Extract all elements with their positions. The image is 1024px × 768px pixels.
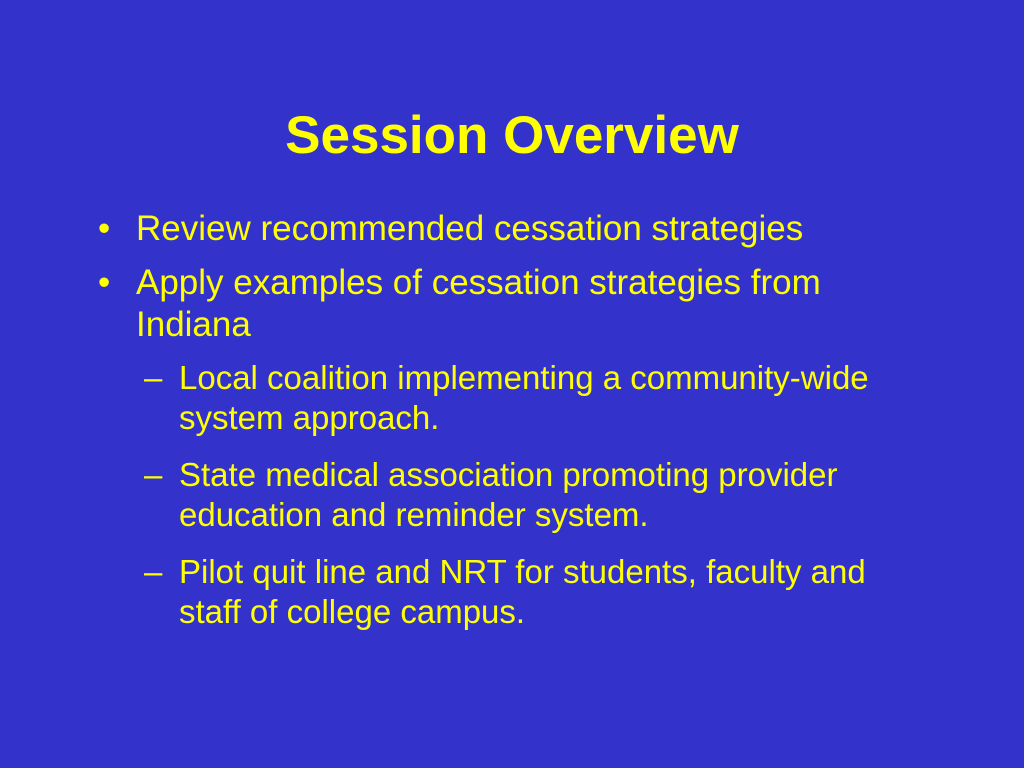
sub-bullet-item [0,552,1024,632]
bullet-item [0,262,1024,346]
slide-title: Session Overview [285,106,739,165]
sub-bullet-text: State medical association promoting provider education and reminder system. [179,456,838,533]
bullet-marker: • [98,263,111,302]
bullet-marker: • [98,209,111,248]
sub-bullet-text: Pilot quit line and NRT for students, faculty and staff of college campus. [179,553,866,630]
sub-bullet-marker: – [144,359,163,396]
bullet-list [0,208,1024,649]
bullet-text: Apply examples of cessation strategies from Indiana [136,263,821,344]
sub-bullet-item [0,358,1024,438]
bullet-item [0,208,1024,250]
sub-bullet-marker: – [144,456,163,493]
sub-bullet-item [0,455,1024,535]
sub-bullet-marker: – [144,553,163,590]
sub-bullet-text: Local coalition implementing a community-wide system approach. [179,359,869,436]
bullet-text: Review recommended cessation strategies [136,209,804,248]
